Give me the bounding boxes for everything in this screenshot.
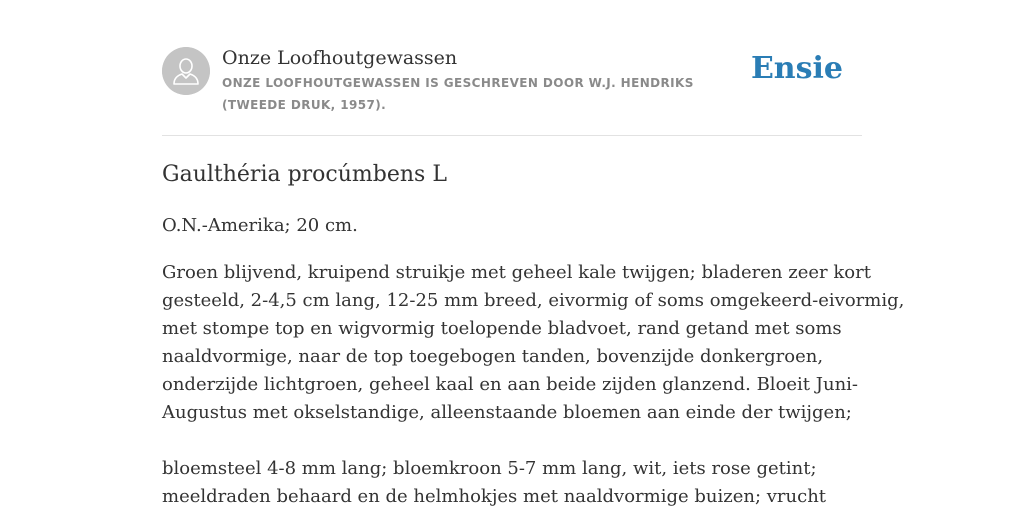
source-title[interactable]: Onze Loofhoutgewassen [222, 47, 458, 69]
header-divider [162, 135, 862, 136]
avatar [162, 47, 210, 95]
entry-paragraph [162, 259, 905, 427]
paragraph-line: Augustus met okselstandige, alleenstaande bloemen aan einde der twijgen; [162, 402, 852, 423]
entry-title: Gaulthéria procúmbens L [162, 162, 447, 187]
paragraph-line: Groen blijvend, kruipend struikje met geheel kale twijgen; bladeren zeer kort [162, 262, 871, 283]
paragraph-line: met stompe top en wigvormig toelopende bladvoet, rand getand met soms [162, 318, 842, 339]
ensie-logo[interactable]: Ensie [750, 51, 843, 86]
entry-origin: O.N.-Amerika; 20 cm. [162, 215, 358, 236]
source-description: ONZE LOOFHOUTGEWASSEN IS GESCHREVEN DOOR W.J. HENDRIKS (TWEEDE DRUK, 1957). [222, 76, 694, 112]
paragraph-line: naaldvormige, naar de top toegebogen tanden, bovenzijde donkergroen, [162, 346, 824, 367]
user-icon [162, 47, 210, 95]
paragraph-line: gesteeld, 2-4,5 cm lang, 12-25 mm breed, eivormig of soms omgekeerd-eivormig, [162, 290, 905, 311]
paragraph-line: onderzijde lichtgroen, geheel kaal en aan beide zijden glanzend. Bloeit Juni- [162, 374, 859, 395]
source-header [162, 46, 862, 116]
paragraph-line: bloemsteel 4-8 mm lang; bloemkroon 5-7 mm lang, wit, iets rose getint; [162, 458, 817, 479]
paragraph-line: meeldraden behaard en de helmhokjes met naaldvormige buizen; vrucht [162, 486, 827, 507]
entry-paragraph [162, 455, 882, 511]
